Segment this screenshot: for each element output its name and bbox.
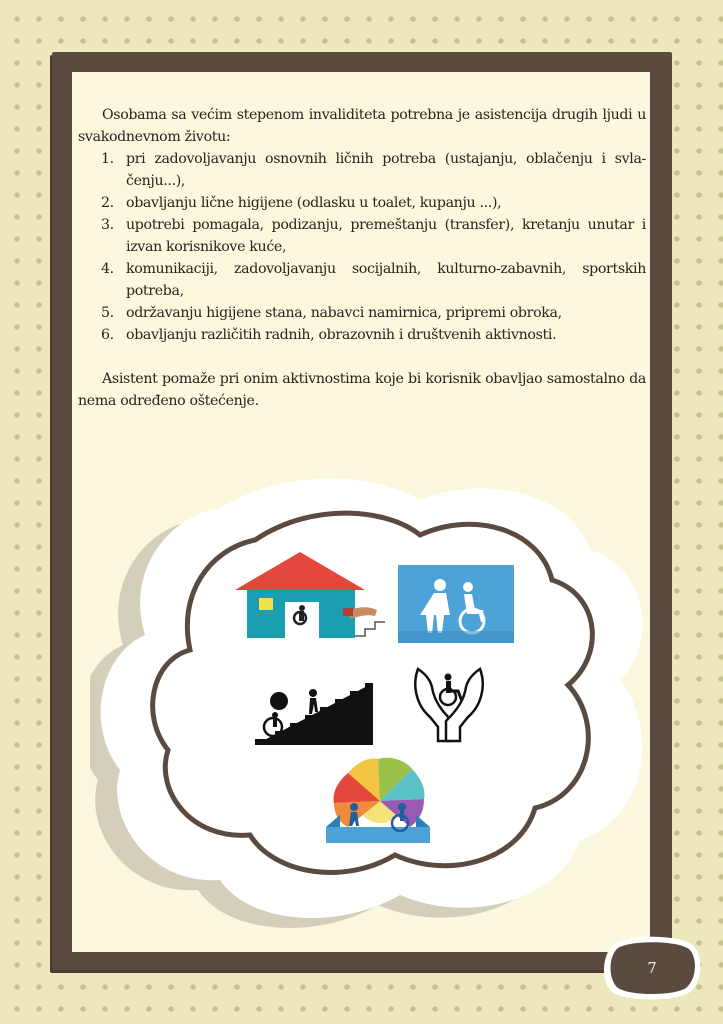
page-number: 7 [647, 959, 657, 977]
intro-paragraph: Osobama sa većim stepenom invaliditeta potrebna je asistencija drugih ljudi u svakodnevnom životu: [78, 107, 646, 145]
closing-paragraph: Asistent pomaže pri onim aktivnostima koje bi korisnik obavljao samostalno da nema određeno oštećenje. [78, 371, 646, 409]
list-item: 1. pri zadovoljavanju osnovnih ličnih potreba (ustajanju, oblačenju i svla-čenju...), [101, 151, 646, 189]
list-item: 4. komunikaciji, zadovoljavanju socijalnih, kulturno-zabavnih, sportskih potreba, [101, 261, 646, 299]
cloud-illustration [90, 470, 650, 930]
assistant-pushing-wheelchair-icon [398, 565, 514, 643]
list-item: 3. upotrebi pomagala, podizanju, premeštanju (transfer), kretanju unutar i izvan korisnikove kuće, [101, 217, 646, 255]
text-content [78, 104, 646, 412]
list-item: 6. obavljanju različitih radnih, obrazovnih i društvenih aktivnosti. [101, 327, 557, 343]
list-item: 2. obavljanju lične higijene (odlasku u toalet, kupanju ...), [101, 195, 502, 211]
assistance-list [78, 148, 646, 346]
list-item: 5. održavanju higijene stana, nabavci namirnica, pripremi obroka, [101, 305, 562, 321]
